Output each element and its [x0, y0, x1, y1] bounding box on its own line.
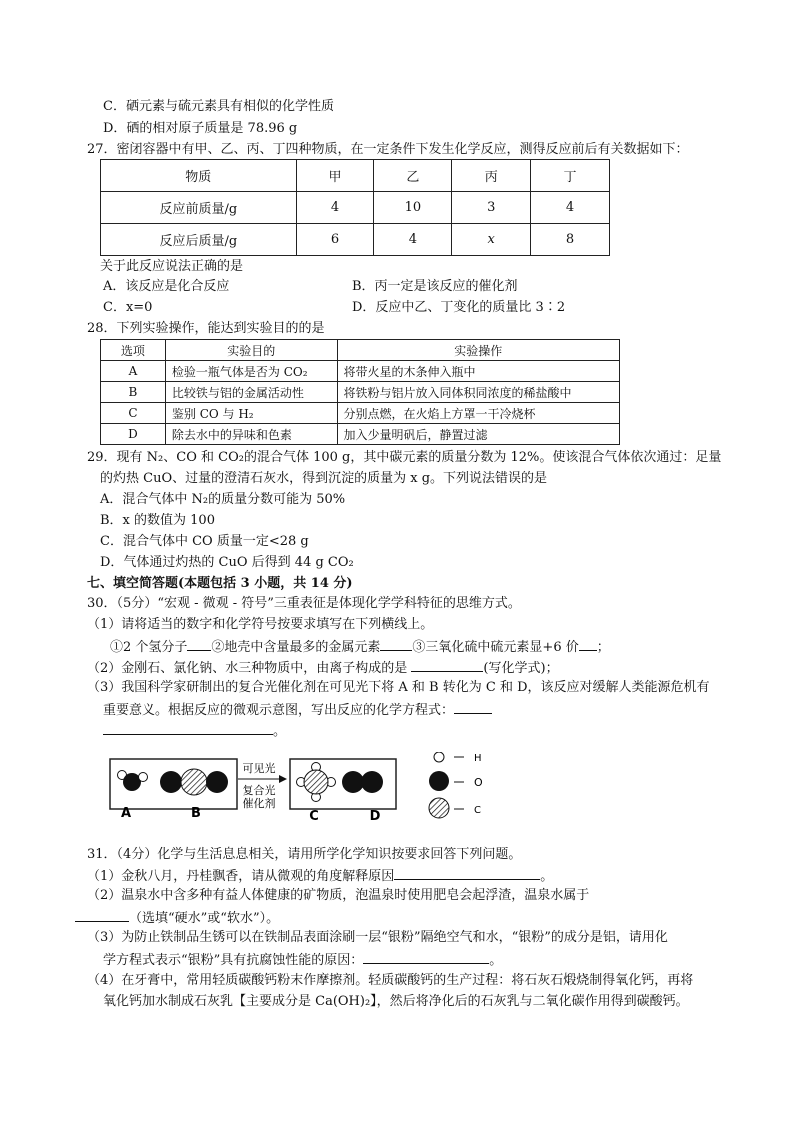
- label-d: D: [369, 809, 381, 824]
- table-cell: 反应后质量/g: [101, 224, 297, 256]
- q26-option-c: C．硒元素与硫元素具有相似的化学性质: [103, 99, 334, 114]
- q30-part1-end: ；: [596, 640, 610, 655]
- q31-stem: 31．（4分）化学与生活息息相关，请用所学化学知识按要求回答下列问题。: [87, 847, 522, 862]
- q31-part3-end: 。: [489, 953, 503, 968]
- label-c: C: [309, 809, 319, 824]
- legend-h: H: [474, 753, 482, 764]
- table-header-row: [101, 160, 610, 192]
- table-cell: 3: [452, 192, 531, 224]
- q27-option-a: A．该反应是化合反应: [103, 279, 230, 294]
- q31-part1-end: 。: [540, 869, 554, 884]
- header-cell: 实验目的: [165, 340, 337, 361]
- table-row: [101, 192, 610, 224]
- answer-blank[interactable]: [75, 909, 129, 922]
- table-cell: 6: [296, 224, 374, 256]
- table-cell: 鉴别 CO 与 H₂: [165, 403, 337, 424]
- table-row: [101, 224, 610, 256]
- q30-part2: [87, 659, 559, 677]
- header-cell: 选项: [101, 340, 166, 361]
- answer-blank[interactable]: [579, 638, 597, 651]
- table-cell: C: [101, 403, 166, 424]
- header-cell: 乙: [374, 160, 452, 192]
- molecule-b-co2: [160, 769, 228, 795]
- table-row: [101, 361, 620, 382]
- q30-part1-b: ②地壳中含量最多的金属元素: [211, 640, 381, 655]
- q27-option-b: B．丙一定是该反应的催化剂: [352, 279, 518, 294]
- table-row: [101, 424, 620, 445]
- table-header-row: [101, 340, 620, 361]
- table-cell: B: [101, 382, 166, 403]
- answer-blank[interactable]: [411, 659, 483, 672]
- header-cell: 物质: [101, 160, 297, 192]
- table-cell: 加入少量明矾后，静置过滤: [337, 424, 619, 445]
- table-cell: A: [101, 361, 166, 382]
- q30-part3-end: 。: [273, 724, 287, 739]
- table-cell: 反应前质量/g: [101, 192, 297, 224]
- q31-part2-line1: （2）温泉水中含多种有益人体健康的矿物质，泡温泉时使用肥皂会起浮渣，温泉水属于: [87, 888, 590, 903]
- q30-part1-blanks: [110, 638, 610, 656]
- q29-option-b: B．x 的数值为 100: [100, 513, 215, 528]
- q29-stem-line1: 29．现有 N₂、CO 和 CO₂的混合气体 100 g，其中碳元素的质量分数为 12%。使该混合气体依次通过：足量: [87, 450, 722, 465]
- arrow-condition-catalyst-2: 催化剂: [242, 797, 276, 810]
- q29-option-d: D．气体通过灼热的 CuO 后得到 44 g CO₂: [100, 555, 354, 570]
- table-cell: 将带火星的木条伸入瓶中: [337, 361, 619, 382]
- table-cell: 8: [531, 224, 610, 256]
- q27-stem: 27．密闭容器中有甲、乙、丙、丁四种物质，在一定条件下发生化学反应，测得反应前后有关数据如下：: [87, 142, 689, 157]
- answer-blank[interactable]: [103, 722, 273, 735]
- q30-part3-text: 重要意义。根据反应的微观示意图，写出反应的化学方程式：: [103, 703, 455, 718]
- answer-blank[interactable]: [380, 638, 412, 651]
- q28-table: [100, 339, 620, 445]
- arrow-condition-catalyst-1: 复合光: [242, 784, 276, 797]
- q30-part3-line2: [103, 701, 492, 719]
- q31-part2-line2: [75, 909, 279, 927]
- q31-part4-line2: 氧化钙加水制成石灰乳【主要成分是 Ca(OH)₂】，然后将净化后的石灰乳与二氧化碳作用得到碳酸钙。: [103, 994, 689, 1009]
- section-heading: 七、填空简答题(本题包括 3 小题，共 14 分): [87, 576, 353, 591]
- answer-blank[interactable]: [363, 951, 489, 964]
- legend-c: C: [474, 805, 481, 816]
- table-cell: 比较铁与铝的金属活动性: [165, 382, 337, 403]
- table-cell: 4: [296, 192, 374, 224]
- answer-blank[interactable]: [454, 701, 492, 714]
- header-cell: 实验操作: [337, 340, 619, 361]
- table-cell: 10: [374, 192, 452, 224]
- q29-option-c: C．混合气体中 CO 质量一定<28 g: [100, 534, 309, 549]
- answer-blank[interactable]: [394, 867, 540, 880]
- q31-part3-line1: （3）为防止铁制品生锈可以在铁制品表面涂刷一层“银粉”隔绝空气和水，“银粉”的成分是铝，请用化: [87, 930, 668, 945]
- q31-part4-line1: （4）在牙膏中，常用轻质碳酸钙粉末作摩擦剂。轻质碳酸钙的生产过程：将石灰石煅烧制得氧化钙，再将: [87, 973, 694, 988]
- label-b: B: [191, 806, 201, 821]
- header-cell: 甲: [296, 160, 374, 192]
- table-cell: 将铁粉与铝片放入同体积同浓度的稀盐酸中: [337, 382, 619, 403]
- table-cell: 除去水中的异味和色素: [165, 424, 337, 445]
- header-cell: 丁: [531, 160, 610, 192]
- legend-o: O: [474, 776, 483, 789]
- table-cell: 检验一瓶气体是否为 CO₂: [165, 361, 337, 382]
- q30-part1-a: ①2 个氢分子: [110, 640, 188, 655]
- legend: [429, 752, 483, 818]
- q31-part1: [87, 867, 553, 885]
- arrow-condition-light: 可见光: [242, 762, 276, 775]
- table-row: [101, 403, 620, 424]
- header-cell: 丙: [452, 160, 531, 192]
- q27-option-c: C．x=0: [103, 300, 153, 315]
- q30-part1-c: ③三氧化硫中硫元素显+6 价: [412, 640, 579, 655]
- q29-option-a: A．混合气体中 N₂的质量分数可能为 50%: [100, 492, 346, 507]
- q27-option-d: D．反应中乙、丁变化的质量比 3∶2: [352, 300, 566, 315]
- table-cell: D: [101, 424, 166, 445]
- q30-part3-line1: （3）我国科学家研制出的复合光催化剂在可见光下将 A 和 B 转化为 C 和 D，该反应对缓解人类能源危机有: [87, 680, 710, 695]
- q31-part2-end: （选填“硬水”或“软水”）。: [129, 911, 280, 926]
- q27-table: [100, 159, 610, 256]
- q28-stem: 28．下列实验操作，能达到实验目的的是: [87, 321, 325, 336]
- label-a: A: [120, 806, 132, 821]
- q26-option-d: D．硒的相对原子质量是 78.96 g: [103, 121, 298, 136]
- q27-question: 关于此反应说法正确的是: [100, 259, 244, 274]
- q29-stem-line2: 的灼热 CuO、过量的澄清石灰水，得到沉淀的质量为 x g。下列说法错误的是: [100, 471, 548, 486]
- table-cell: 分别点燃，在火焰上方罩一干冷烧杯: [337, 403, 619, 424]
- answer-blank[interactable]: [187, 638, 211, 651]
- q30-part2-end: (写化学式)；: [483, 661, 559, 676]
- q30-stem: 30．（5分）“宏观 - 微观 - 符号”三重表征是体现化学学科特征的思维方式。: [87, 596, 521, 611]
- q30-part2-text: （2）金刚石、氯化钠、水三种物质中，由离子构成的是: [87, 661, 408, 676]
- q30-part1: （1）请将适当的数字和化学符号按要求填写在下列横线上。: [87, 617, 434, 632]
- table-cell: x: [452, 224, 531, 256]
- q31-part3-line2: [103, 951, 502, 969]
- table-cell: 4: [374, 224, 452, 256]
- q31-part1-text: （1）金秋八月，丹桂飘香，请从微观的角度解释原因: [87, 869, 395, 884]
- q31-part3-text: 学方程式表示“银粉”具有抗腐蚀性能的原因：: [103, 953, 364, 968]
- table-cell: 4: [531, 192, 610, 224]
- reaction-diagram: [108, 752, 508, 824]
- table-row: [101, 382, 620, 403]
- q30-part3-line3: [103, 722, 286, 740]
